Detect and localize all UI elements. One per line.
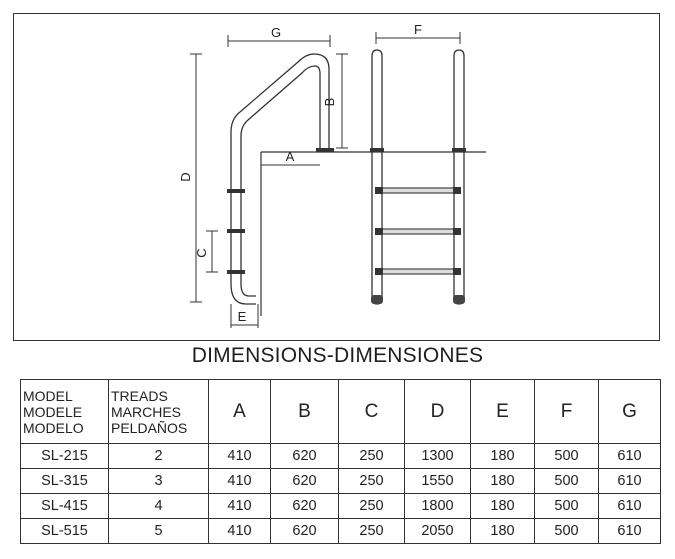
g-cell: 610: [599, 444, 661, 469]
table-row: [21, 519, 661, 544]
dim-b-label: B: [322, 97, 337, 107]
front-flange-right: [452, 148, 466, 152]
a-cell: 410: [209, 444, 271, 469]
model-cell: SL-215: [21, 444, 109, 469]
e-cell: 180: [471, 519, 535, 544]
ladder-drawing-svg: [14, 14, 661, 342]
model-cell: SL-515: [21, 519, 109, 544]
treads-cell: 2: [109, 444, 209, 469]
treads-cell: 4: [109, 494, 209, 519]
g-cell: 610: [599, 519, 661, 544]
table-header-row: [21, 380, 661, 444]
dimensions-table: [20, 379, 661, 544]
dim-a-label: A: [285, 149, 295, 164]
model-cell: SL-415: [21, 494, 109, 519]
g-cell: 610: [599, 469, 661, 494]
column-header-f: F: [535, 380, 599, 444]
dimensions-title: DIMENSIONS-DIMENSIONES: [191, 344, 484, 367]
ladder-technical-drawing: [13, 13, 660, 341]
d-cell: 2050: [405, 519, 471, 544]
front-right-rail: [454, 50, 464, 304]
e-cell: 180: [471, 469, 535, 494]
handrail-inner: [241, 66, 320, 284]
tread-stub-1: [227, 189, 245, 193]
dim-c-label: C: [194, 248, 209, 258]
a-cell: 410: [209, 494, 271, 519]
f-cell: 500: [535, 519, 599, 544]
b-cell: 620: [271, 469, 339, 494]
f-cell: 500: [535, 469, 599, 494]
column-header-a: A: [209, 380, 271, 444]
front-tread-2: [375, 228, 461, 235]
front-foot-left: [371, 295, 383, 304]
b-cell: 620: [271, 494, 339, 519]
front-tread-3: [375, 268, 461, 275]
e-cell: 180: [471, 444, 535, 469]
f-cell: 500: [535, 494, 599, 519]
g-cell: 610: [599, 494, 661, 519]
dim-d-label: D: [178, 172, 193, 182]
column-header-e: E: [471, 380, 535, 444]
front-flange-left: [370, 148, 384, 152]
d-cell: 1550: [405, 469, 471, 494]
tread-stub-2: [227, 229, 245, 233]
c-cell: 250: [339, 519, 405, 544]
front-tread-1: [375, 187, 461, 194]
c-cell: 250: [339, 469, 405, 494]
tread-stub-3: [227, 270, 245, 274]
column-header-c: C: [339, 380, 405, 444]
front-foot-right: [453, 295, 465, 304]
column-header-g: G: [599, 380, 661, 444]
treads-cell: 5: [109, 519, 209, 544]
model-column-header: MODEL MODELE MODELO: [21, 380, 109, 444]
table-row: [21, 444, 661, 469]
rail-foot: [231, 284, 256, 304]
dim-g-label: G: [270, 25, 282, 40]
b-cell: 620: [271, 444, 339, 469]
column-header-b: B: [271, 380, 339, 444]
f-cell: 500: [535, 444, 599, 469]
front-left-rail: [372, 50, 382, 304]
d-cell: 1800: [405, 494, 471, 519]
table-row: [21, 494, 661, 519]
c-cell: 250: [339, 494, 405, 519]
anchor-flange: [316, 148, 334, 152]
table-row: [21, 469, 661, 494]
dim-e-label: E: [237, 309, 247, 324]
column-header-d: D: [405, 380, 471, 444]
treads-column-header: TREADS MARCHES PELDAÑOS: [109, 380, 209, 444]
d-cell: 1300: [405, 444, 471, 469]
a-cell: 410: [209, 469, 271, 494]
c-cell: 250: [339, 444, 405, 469]
dim-b-line: [336, 54, 348, 148]
handrail-outer: [231, 54, 329, 284]
dim-f-label: F: [414, 22, 422, 37]
treads-cell: 3: [109, 469, 209, 494]
a-cell: 410: [209, 519, 271, 544]
e-cell: 180: [471, 494, 535, 519]
model-cell: SL-315: [21, 469, 109, 494]
b-cell: 620: [271, 519, 339, 544]
